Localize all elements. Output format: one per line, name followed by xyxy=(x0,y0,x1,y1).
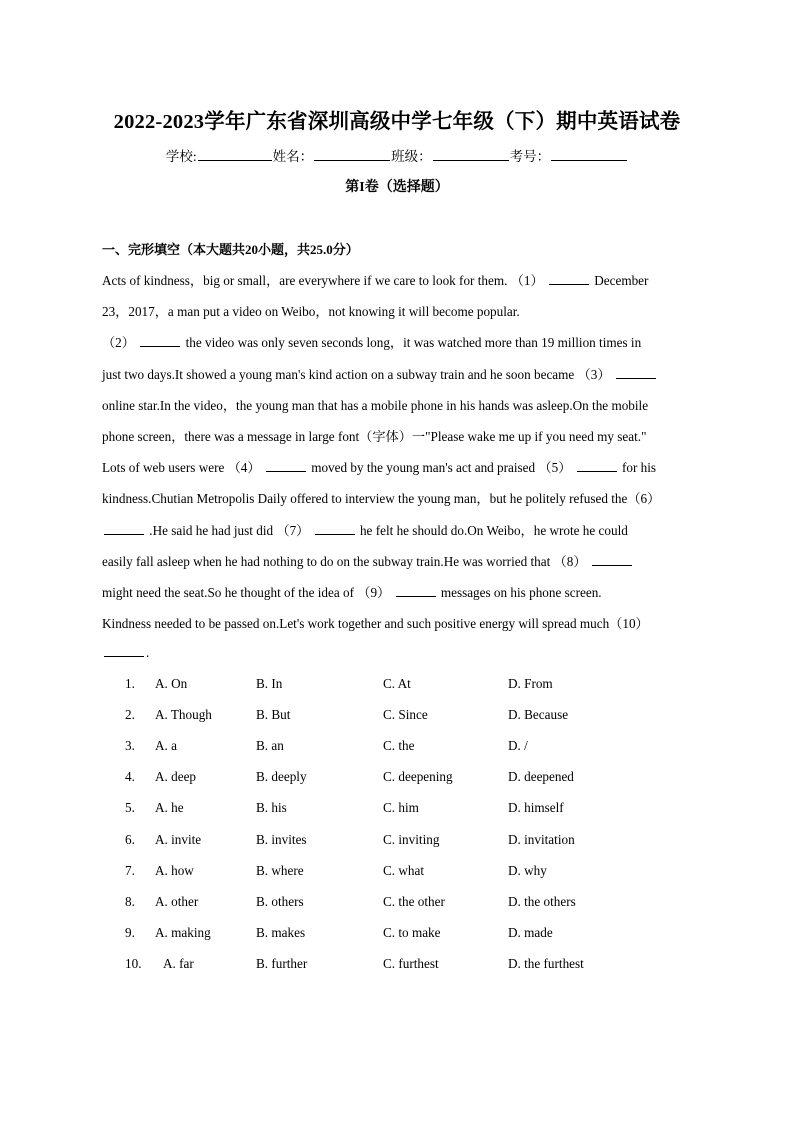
blank-7[interactable] xyxy=(315,522,355,535)
exam-no-label: 考号： xyxy=(509,149,551,164)
question-row xyxy=(0,925,794,945)
option-b[interactable]: B. In xyxy=(256,676,283,691)
question-number: 6. xyxy=(125,832,135,847)
passage-line-6: phone screen，there was a message in large font（字体）一"Please wake me up if you need my seat." xyxy=(102,429,647,444)
option-a[interactable]: A. how xyxy=(155,863,194,878)
option-a[interactable]: A. he xyxy=(155,800,184,815)
option-d[interactable]: D. the furthest xyxy=(508,956,584,971)
question-number: 1. xyxy=(125,676,135,691)
blank-6[interactable] xyxy=(104,522,144,535)
name-blank[interactable] xyxy=(314,147,390,161)
option-c[interactable]: C. At xyxy=(383,676,411,691)
blank-2[interactable] xyxy=(140,334,180,347)
option-d[interactable]: D. From xyxy=(508,676,553,691)
option-a[interactable]: A. Though xyxy=(155,707,212,722)
question-row xyxy=(0,707,794,727)
exam-no-blank[interactable] xyxy=(551,147,627,161)
option-a[interactable]: A. making xyxy=(155,925,211,940)
option-b[interactable]: B. deeply xyxy=(256,769,307,784)
blank-10[interactable] xyxy=(104,644,144,657)
blank-5[interactable] xyxy=(577,459,617,472)
question-number: 8. xyxy=(125,894,135,909)
question-row xyxy=(0,832,794,852)
question-number: 2. xyxy=(125,707,135,722)
question-row xyxy=(0,800,794,820)
school-label: 学校: xyxy=(165,149,197,164)
question-row xyxy=(0,956,794,976)
passage-line-4: just two days.It showed a young man's kind action on a subway train and he soon became （3） xyxy=(102,364,658,383)
volume-heading: 第I卷（选择题） xyxy=(345,180,449,195)
option-d[interactable]: D. why xyxy=(508,863,547,878)
option-d[interactable]: D. / xyxy=(508,738,528,753)
blank-4[interactable] xyxy=(266,459,306,472)
passage-line-3: （2） the video was only seven seconds long，it was watched more than 19 million times in xyxy=(102,335,642,350)
passage-line-1: Acts of kindness，big or small，are everywhere if we care to look for them. （1） December xyxy=(102,273,649,288)
option-d[interactable]: D. made xyxy=(508,925,553,940)
passage-line-8: kindness.Chutian Metropolis Daily offered to interview the young man，but he politely refused the（6） xyxy=(102,491,661,506)
option-d[interactable]: D. Because xyxy=(508,707,569,722)
option-b[interactable]: B. But xyxy=(256,707,291,722)
option-c[interactable]: C. Since xyxy=(383,707,428,722)
option-a[interactable]: A. invite xyxy=(155,832,202,847)
option-b[interactable]: B. an xyxy=(256,738,284,753)
blank-1[interactable] xyxy=(549,272,589,285)
option-d[interactable]: D. invitation xyxy=(508,832,575,847)
student-info-row xyxy=(0,145,794,165)
option-c[interactable]: C. the xyxy=(383,738,415,753)
option-b[interactable]: B. his xyxy=(256,800,287,815)
option-a[interactable]: A. far xyxy=(163,956,194,971)
option-a[interactable]: A. a xyxy=(155,738,177,753)
passage-line-11: might need the seat.So he thought of the idea of （9） messages on his phone screen. xyxy=(102,585,602,600)
school-blank[interactable] xyxy=(198,147,272,161)
option-c[interactable]: C. the other xyxy=(383,894,445,909)
option-b[interactable]: B. where xyxy=(256,863,304,878)
option-c[interactable]: C. to make xyxy=(383,925,441,940)
question-number: 9. xyxy=(125,925,135,940)
question-row xyxy=(0,738,794,758)
question-row xyxy=(0,894,794,914)
passage-line-9: .He said he had just did （7） he felt he should do.On Weibo，he wrote he could xyxy=(102,520,628,539)
class-label: 班级： xyxy=(391,149,432,164)
option-a[interactable]: A. deep xyxy=(155,769,197,784)
question-number: 7. xyxy=(125,863,135,878)
option-c[interactable]: C. inviting xyxy=(383,832,440,847)
option-d[interactable]: D. himself xyxy=(508,800,564,815)
option-b[interactable]: B. makes xyxy=(256,925,306,940)
section-heading: 一、完形填空（本大题共20小题，共25.0分） xyxy=(102,242,359,257)
passage-line-7: Lots of web users were （4） moved by the young man's act and praised （5） for his xyxy=(102,460,657,475)
blank-8[interactable] xyxy=(592,553,632,566)
blank-9[interactable] xyxy=(396,584,436,597)
option-b[interactable]: B. invites xyxy=(256,832,307,847)
question-number: 5. xyxy=(125,800,135,815)
option-a[interactable]: A. On xyxy=(155,676,188,691)
passage-line-2: 23，2017，a man put a video on Weibo，not knowing it will become popular. xyxy=(102,304,520,319)
question-number: 4. xyxy=(125,769,135,784)
option-c[interactable]: C. furthest xyxy=(383,956,439,971)
option-c[interactable]: C. him xyxy=(383,800,419,815)
question-number: 3. xyxy=(125,738,135,753)
blank-3[interactable] xyxy=(616,366,656,379)
passage-line-13: . xyxy=(102,644,149,661)
page-title: 2022-2023学年广东省深圳高级中学七年级（下）期中英语试卷 xyxy=(113,111,681,133)
option-c[interactable]: C. deepening xyxy=(383,769,453,784)
question-row xyxy=(0,676,794,696)
question-number: 10. xyxy=(125,956,142,971)
question-row xyxy=(0,863,794,883)
question-row xyxy=(0,769,794,789)
passage-line-12: Kindness needed to be passed on.Let's work together and such positive energy will spread much（10） xyxy=(102,616,649,631)
passage-line-10: easily fall asleep when he had nothing to do on the subway train.He was worried that （8） xyxy=(102,551,634,570)
option-a[interactable]: A. other xyxy=(155,894,199,909)
option-b[interactable]: B. further xyxy=(256,956,308,971)
name-label: 姓名： xyxy=(272,149,314,164)
option-c[interactable]: C. what xyxy=(383,863,425,878)
class-blank[interactable] xyxy=(433,147,509,161)
option-d[interactable]: D. the others xyxy=(508,894,576,909)
passage-line-5: online star.In the video，the young man that has a mobile phone in his hands was asleep.On the mobile xyxy=(102,398,649,413)
option-b[interactable]: B. others xyxy=(256,894,304,909)
option-d[interactable]: D. deepened xyxy=(508,769,574,784)
